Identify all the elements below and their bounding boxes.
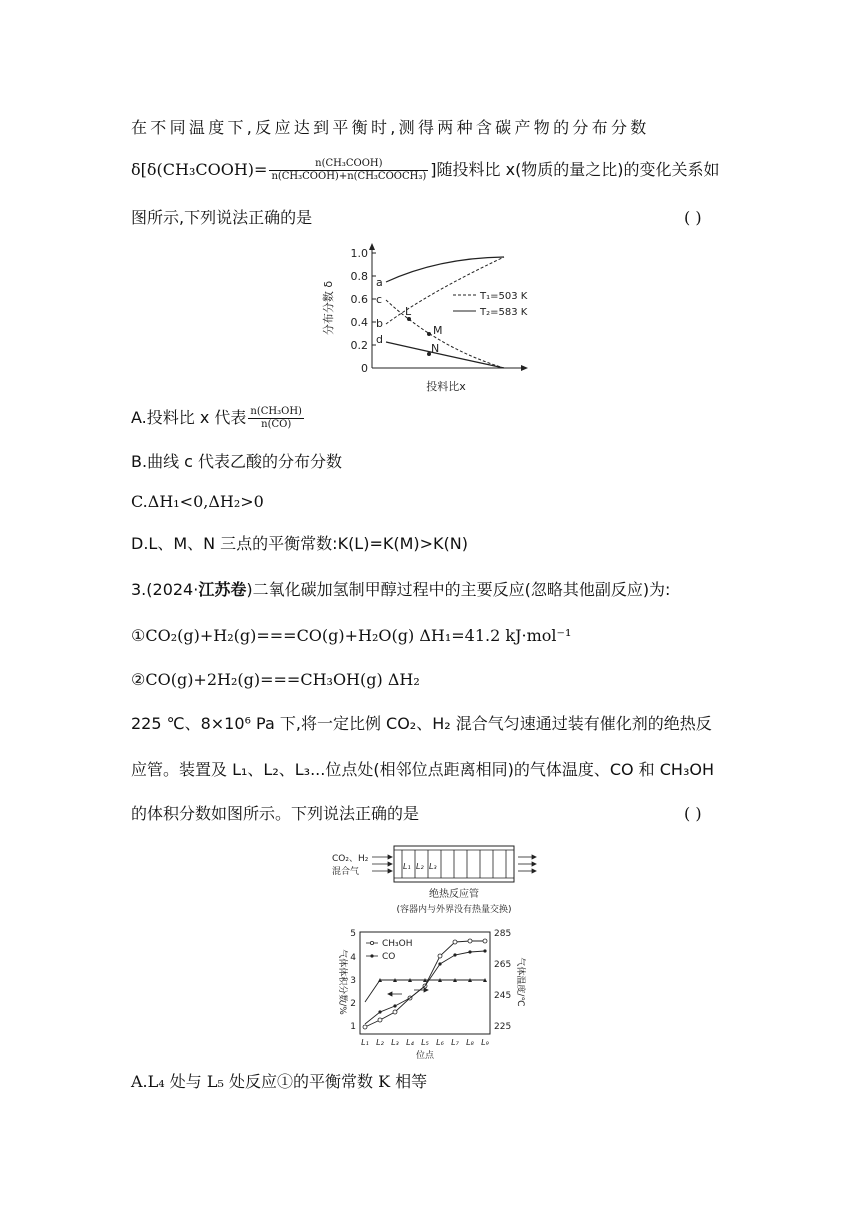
x-tick-L7: L₇ <box>451 1038 459 1047</box>
x-tick-L8: L₈ <box>466 1038 474 1047</box>
position-chart <box>330 922 530 1064</box>
q3-para3: 的体积分数如图所示。下列说法正确的是 <box>131 804 420 823</box>
tube-L3: L₃ <box>429 862 437 871</box>
right-tick-265: 265 <box>494 960 512 970</box>
option-a-fraction <box>248 406 304 431</box>
label-d: d <box>376 333 383 346</box>
diagram-caption: 绝热反应管 <box>429 889 479 900</box>
q3-stem-rest: )二氧化碳加氢制甲醇过程中的主要反应(忽略其他副反应)为: <box>246 580 671 599</box>
legend-co: CO <box>382 952 396 962</box>
label-c: c <box>376 293 383 306</box>
q3-source: 江苏卷 <box>198 580 247 599</box>
x-tick-L1: L₁ <box>361 1038 369 1047</box>
chart1-ylabel: 分布分数 δ <box>322 280 335 336</box>
frac-denominator: n(CH₃COOH)+n(CH₃COOCH₃) <box>271 171 427 182</box>
x-tick-L3: L₃ <box>391 1038 399 1047</box>
inlet-mix: 混合气 <box>332 867 360 877</box>
point-M: M <box>433 324 443 337</box>
diagram-subcaption: (容器内与外界没有热量交换) <box>396 905 512 915</box>
legend-ch3oh: CH₃OH <box>382 939 413 949</box>
left-tick-4: 4 <box>350 953 356 963</box>
label-a: a <box>376 276 383 289</box>
q2-line2-suffix: ]随投料比 x(物质的量之比)的变化关系如 <box>430 160 720 179</box>
x-tick-L4: L₄ <box>406 1038 414 1047</box>
chart1-xlabel: 投料比x <box>426 380 466 393</box>
ytick-04: 0.4 <box>350 316 368 329</box>
curve-d <box>386 342 504 368</box>
reaction-1: ①CO₂(g)+H₂(g)===CO(g)+H₂O(g) ΔH₁=41.2 kJ·mol⁻¹ <box>131 626 572 645</box>
chart2-xlabel: 位点 <box>415 1051 435 1061</box>
point-M-dot <box>427 332 431 336</box>
q3-stem <box>131 578 670 602</box>
ytick-06: 0.6 <box>350 293 368 306</box>
right-tick-245: 245 <box>494 991 512 1001</box>
left-tick-2: 2 <box>350 999 356 1009</box>
label-b: b <box>376 317 383 330</box>
x-tick-L2: L₂ <box>376 1038 384 1047</box>
q2-fraction <box>269 158 428 183</box>
q2-delta-prefix: δ[δ(CH₃COOH)= <box>131 160 268 179</box>
chart2-left-label: 气体体积分数/% <box>337 949 347 1015</box>
option-a-den: n(CO) <box>248 418 304 431</box>
frac-numerator: n(CH₃COOH) <box>315 158 383 169</box>
chart2-right-label: 气体温度/℃ <box>515 957 525 1007</box>
q2-line1: 在不同温度下,反应达到平衡时,测得两种含碳产物的分布分数 <box>131 118 650 137</box>
x-tick-L5: L₅ <box>421 1038 429 1047</box>
point-L: L <box>405 305 412 318</box>
option-c: C.ΔH₁<0,ΔH₂>0 <box>131 492 264 511</box>
q2-line2 <box>131 158 720 183</box>
reactor-diagram <box>330 842 550 920</box>
q3-answer-paren: ( ) <box>684 804 702 823</box>
option-a <box>131 406 306 431</box>
option-a-num: n(CH₃OH) <box>250 406 302 417</box>
left-tick-5: 5 <box>350 929 356 939</box>
tube-L2: L₂ <box>416 862 424 871</box>
q2-line3: 图所示,下列说法正确的是 <box>131 208 313 227</box>
left-tick-1: 1 <box>350 1022 356 1032</box>
q3-option-a: A.L₄ 处与 L₅ 处反应①的平衡常数 K 相等 <box>131 1072 428 1091</box>
option-a-text: A.投料比 x 代表 <box>131 408 247 427</box>
ytick-0: 0 <box>361 362 368 375</box>
ytick-08: 0.8 <box>350 270 368 283</box>
left-tick-3: 3 <box>350 976 356 986</box>
legend-t1: T₁=503 K <box>480 291 528 302</box>
option-d: D.L、M、N 三点的平衡常数:K(L)=K(M)>K(N) <box>131 534 469 553</box>
right-tick-225: 225 <box>494 1022 512 1032</box>
point-N: N <box>431 342 440 355</box>
x-tick-L9: L₉ <box>481 1038 489 1047</box>
q3-para2: 应管。装置及 L₁、L₂、L₃...位点处(相邻位点距离相同)的气体温度、CO 和 CH₃OH <box>131 760 714 779</box>
x-tick-L6: L₆ <box>436 1038 444 1047</box>
option-b: B.曲线 c 代表乙酸的分布分数 <box>131 452 343 471</box>
right-tick-285: 285 <box>494 929 512 939</box>
tube-L1: L₁ <box>403 862 411 871</box>
legend-t2: T₂=583 K <box>480 307 528 318</box>
inlet-gas: CO₂、H₂ <box>332 854 369 864</box>
curve-a <box>386 257 504 282</box>
q3-para1: 225 ℃、8×10⁶ Pa 下,将一定比例 CO₂、H₂ 混合气匀速通过装有催化剂的绝热反 <box>131 714 712 733</box>
q2-answer-paren: ( ) <box>684 208 702 227</box>
q3-number: 3.(2024· <box>131 580 199 599</box>
ytick-1: 1.0 <box>350 247 368 260</box>
reaction-2: ②CO(g)+2H₂(g)===CH₃OH(g) ΔH₂ <box>131 670 420 689</box>
ytick-02: 0.2 <box>350 339 368 352</box>
distribution-chart <box>318 238 558 398</box>
